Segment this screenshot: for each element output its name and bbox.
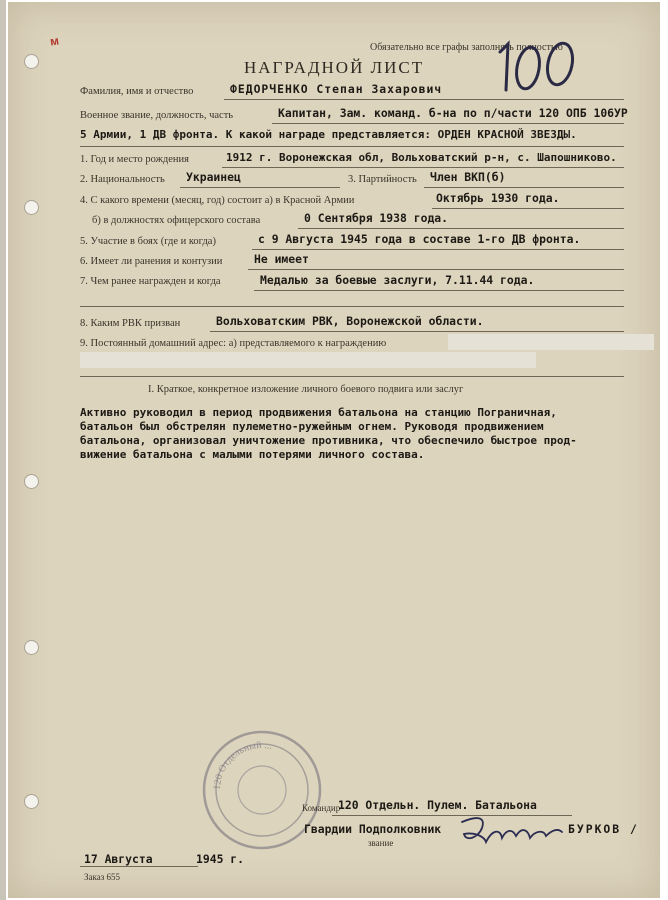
redacted-block [448, 334, 654, 350]
officer-value: 0 Сентября 1938 года. [304, 211, 449, 225]
birth-label: 1. Год и место рождения [80, 154, 189, 165]
document-title: НАГРАДНОЙ ЛИСТ [244, 58, 425, 77]
commander-rank: Гвардии Подполковник [304, 822, 442, 836]
narrative-line: батальона, организовал уничтожение противника, что обеспечило быстрое прод- [80, 434, 577, 447]
rule [248, 269, 624, 270]
rule [298, 228, 624, 229]
rule [432, 208, 624, 209]
stamp-text: 120 Отдельный ... [211, 739, 274, 791]
address-label: 9. Постоянный домашний адрес: а) представляемого к награждению [80, 338, 387, 349]
rule [272, 123, 624, 124]
army-since-label: 4. С какого времени (месяц, год) состоит а) в Красной Армии [80, 195, 355, 206]
handwritten-number [492, 34, 584, 98]
margin-mark: м [49, 33, 60, 49]
battles-label: 5. Участие в боях (где и когда) [80, 236, 216, 247]
rule [80, 306, 624, 307]
punch-hole [24, 54, 39, 69]
rvk-value: Вольховатским РВК, Воронежской области. [216, 314, 484, 328]
rank-value-line2: 5 Армии, 1 ДВ фронта. К какой награде представляется: ОРДЕН КРАСНОЙ ЗВЕЗДЫ. [80, 128, 577, 141]
name-value: ФЕДОРЧЕНКО Степан Захарович [230, 82, 443, 96]
rule [80, 146, 624, 147]
punch-hole [24, 200, 39, 215]
commander-value: 120 Отдельн. Пулем. Батальона [338, 798, 537, 812]
awards-label: 7. Чем ранее награжден и когда [80, 276, 221, 287]
punch-hole [24, 794, 39, 809]
rvk-label: 8. Каким РВК призван [80, 318, 181, 329]
handwritten-signature [456, 812, 568, 852]
battles-value: с 9 Августа 1945 года в составе 1-го ДВ фронта. [258, 232, 581, 246]
rule [80, 866, 198, 867]
rank-caption: звание [368, 838, 394, 848]
party-label: 3. Партийность [348, 174, 417, 185]
narrative-line: вижение батальона с малыми потерями личного состава. [80, 448, 425, 461]
rule [224, 99, 624, 100]
nationality-label: 2. Национальность [80, 174, 165, 185]
wounds-label: 6. Имеет ли ранения и контузии [80, 256, 223, 267]
officer-label: б) в должностях офицерского состава [92, 215, 261, 226]
nationality-value: Украинец [186, 170, 241, 184]
punch-hole [24, 474, 39, 489]
narrative-line: батальон был обстрелян пулеметно-ружейным огнем. Руководя продвижением [80, 420, 544, 433]
rule [252, 249, 624, 250]
party-value: Член ВКП(б) [430, 170, 506, 184]
wounds-value: Не имеет [254, 252, 309, 266]
redacted-block [80, 352, 536, 368]
punch-hole [24, 640, 39, 655]
official-stamp [196, 724, 328, 856]
order-number: Заказ 655 [84, 872, 121, 882]
rule [222, 167, 624, 168]
rule [254, 290, 624, 291]
birth-value: 1912 г. Воронежская обл, Вольховатский р-н, с. Шапошниково. [226, 151, 617, 164]
section-heading: I. Краткое, конкретное изложение личного боевого подвига или заслуг [148, 384, 464, 395]
name-label: Фамилия, имя и отчество [80, 86, 194, 97]
narrative-line: Активно руководил в период продвижения батальона на станцию Пограничная, [80, 406, 557, 419]
rank-label: Военное звание, должность, часть [80, 110, 234, 121]
commander-label: Командир [302, 803, 341, 813]
signatory-name: БУРКОВ / [568, 822, 639, 836]
awards-value: Медалью за боевые заслуги, 7.11.44 года. [260, 273, 535, 287]
signature-date: 17 Августа [84, 852, 153, 866]
rule [210, 331, 624, 332]
rank-value: Капитан, Зам. команд. б-на по п/части 120 ОПБ 106УР [278, 106, 628, 120]
rule [80, 376, 624, 377]
rule [424, 187, 624, 188]
rule [180, 187, 340, 188]
army-since-value: Октябрь 1930 года. [436, 191, 560, 205]
signature-year: 1945 г. [196, 852, 245, 866]
page-margin [0, 0, 6, 900]
fill-note: Обязательно все графы заполнять полностью [370, 42, 563, 53]
